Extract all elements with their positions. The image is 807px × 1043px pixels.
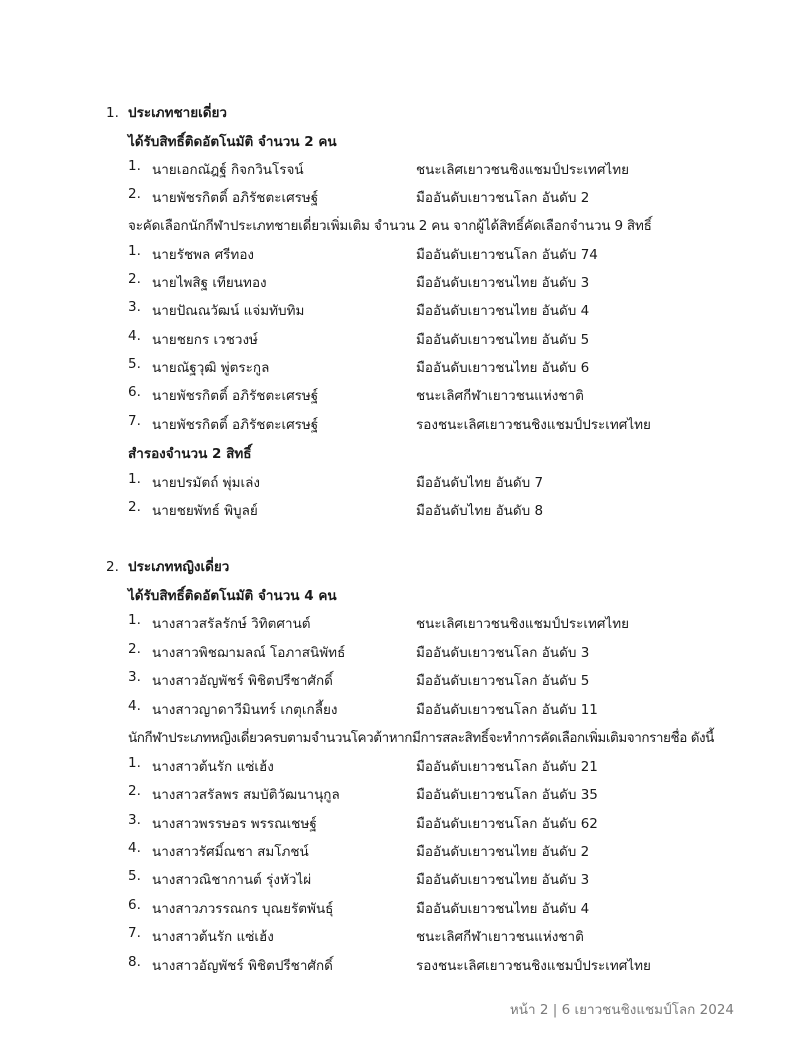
player-name: นางสาวญาดาวีมินทร์ เกตุเกลี้ยง [152, 702, 338, 718]
list-item [128, 669, 768, 691]
list-item [128, 186, 768, 208]
player-name: นายพัชรกิตติ์ อภิรัชตะเศรษฐ์ [152, 417, 319, 433]
reserve-heading: สำรองจำนวน 2 สิทธิ์ [128, 446, 252, 462]
player-name: นายปัณณวัฒน์ แจ่มทับทิม [152, 303, 305, 319]
player-name: นายปรมัตถ์ พุ่มเล่ง [152, 475, 260, 491]
list-item [128, 158, 768, 180]
list-item [128, 612, 768, 634]
list-item [128, 812, 768, 834]
qualification-note: รองชนะเลิศเยาวชนชิงแชมป์ประเทศไทย [416, 417, 651, 433]
row-index: 2. [128, 271, 141, 287]
player-name: นายเอกณัฎฐ์ กิจกวินโรจน์ [152, 162, 304, 178]
row-index: 7. [128, 413, 141, 429]
list-item [128, 641, 768, 663]
qualification-note: มืออันดับเยาวชนโลก อันดับ 74 [416, 247, 598, 263]
section-number: 1. [106, 105, 119, 121]
qualification-note: ชนะเลิศเยาวชนชิงแชมป์ประเทศไทย [416, 162, 630, 178]
player-name: นางสาวพิชฌามลณ์ โอภาสนิพัทธ์ [152, 645, 346, 661]
player-name: นางสาวพรรษอร พรรณเชษฐ์ [152, 816, 317, 832]
row-index: 4. [128, 328, 141, 344]
section-title-men-singles [106, 101, 227, 123]
qualification-note: ชนะเลิศเยาวชนชิงแชมป์ประเทศไทย [416, 616, 630, 632]
row-index: 2. [128, 641, 141, 657]
row-index: 1. [128, 612, 141, 628]
row-index: 5. [128, 868, 141, 884]
qualification-note: มืออันดับเยาวชนไทย อันดับ 3 [416, 275, 590, 291]
qualification-note: มืออันดับไทย อันดับ 7 [416, 475, 544, 491]
qualification-note: มืออันดับเยาวชนโลก อันดับ 35 [416, 787, 598, 803]
qualification-note: มืออันดับเยาวชนโลก อันดับ 11 [416, 702, 598, 718]
list-item [128, 328, 768, 350]
row-index: 1. [128, 755, 141, 771]
page-footer: หน้า 2 | 6 เยาวชนชิงแชมป์โลก 2024 [509, 1002, 734, 1018]
section-title-women-singles [106, 555, 229, 577]
list-item [128, 897, 768, 919]
section-number: 2. [106, 559, 119, 575]
auto-qualify-heading: ได้รับสิทธิ์ติดอัตโนมัติ จำนวน 4 คน [128, 588, 337, 604]
player-name: นางสาวอัญพัชร์ พิชิตปรีชาศักดิ์ [152, 673, 333, 689]
list-item [128, 840, 768, 862]
qualification-note: มืออันดับเยาวชนโลก อันดับ 21 [416, 759, 598, 775]
qualification-note: มืออันดับเยาวชนไทย อันดับ 4 [416, 303, 590, 319]
row-index: 2. [128, 186, 141, 202]
row-index: 4. [128, 840, 141, 856]
list-item [128, 954, 768, 976]
player-name: นายรัชพล ศรีทอง [152, 247, 255, 263]
qualification-note: มืออันดับเยาวชนไทย อันดับ 4 [416, 901, 590, 917]
list-item [128, 925, 768, 947]
row-index: 3. [128, 812, 141, 828]
row-index: 4. [128, 698, 141, 714]
row-index: 2. [128, 499, 141, 515]
player-name: นางสาวรัศมิ์ณชา สมโภชน์ [152, 844, 309, 860]
row-index: 8. [128, 954, 141, 970]
list-item [128, 755, 768, 777]
player-name: นายพัชรกิตติ์ อภิรัชตะเศรษฐ์ [152, 190, 319, 206]
list-item [128, 413, 768, 435]
row-index: 6. [128, 384, 141, 400]
row-index: 2. [128, 783, 141, 799]
selection-note: จะคัดเลือกนักกีฬาประเภทชายเดี่ยวเพิ่มเติม จำนวน 2 คน จากผู้ได้สิทธิ์คัดเลือกจำนวน 9 สิทธิ์ [128, 218, 652, 234]
list-item [128, 384, 768, 406]
player-name: นายชยกร เวชวงษ์ [152, 332, 258, 348]
qualification-note: มืออันดับเยาวชนโลก อันดับ 62 [416, 816, 598, 832]
player-name: นางสาวอัญพัชร์ พิชิตปรีชาศักดิ์ [152, 958, 333, 974]
player-name: นางสาวต้นรัก แซ่เฮ้ง [152, 759, 274, 775]
qualification-note: มืออันดับเยาวชนโลก อันดับ 5 [416, 673, 590, 689]
qualification-note: ชนะเลิศกีฬาเยาวชนแห่งชาติ [416, 929, 584, 945]
qualification-note: มืออันดับเยาวชนไทย อันดับ 2 [416, 844, 590, 860]
list-item [128, 299, 768, 321]
qualification-note: มืออันดับเยาวชนโลก อันดับ 2 [416, 190, 590, 206]
list-item [128, 868, 768, 890]
player-name: นางสาวสรัลรักษ์ วิทิตศานต์ [152, 616, 311, 632]
qualification-note: มืออันดับเยาวชนไทย อันดับ 6 [416, 360, 590, 376]
player-name: นางสาวต้นรัก แซ่เฮ้ง [152, 929, 274, 945]
list-item [128, 499, 768, 521]
list-item [128, 271, 768, 293]
row-index: 1. [128, 158, 141, 174]
qualification-note: ชนะเลิศกีฬาเยาวชนแห่งชาติ [416, 388, 584, 404]
qualification-note: มืออันดับเยาวชนไทย อันดับ 3 [416, 872, 590, 888]
player-name: นางสาวภวรรณกร บุณยรัตพันธุ์ [152, 901, 334, 917]
auto-qualify-heading: ได้รับสิทธิ์ติดอัตโนมัติ จำนวน 2 คน [128, 134, 337, 150]
list-item [128, 471, 768, 493]
player-name: นายไพสิฐ เทียนทอง [152, 275, 267, 291]
qualification-note: มืออันดับเยาวชนโลก อันดับ 3 [416, 645, 590, 661]
list-item [128, 356, 768, 378]
row-index: 1. [128, 471, 141, 487]
list-item [128, 698, 768, 720]
list-item [128, 243, 768, 265]
row-index: 5. [128, 356, 141, 372]
row-index: 6. [128, 897, 141, 913]
player-name: นางสาวสรัลพร สมบัติวัฒนานุกูล [152, 787, 340, 803]
row-index: 1. [128, 243, 141, 259]
section-title-text: ประเภทหญิงเดี่ยว [128, 559, 230, 575]
selection-note: นักกีฬาประเภทหญิงเดี่ยวครบตามจำนวนโควต้าหากมีการสละสิทธิ์จะทำการคัดเลือกเพิ่มเติมจากรายชื่อ ดังนี้ [128, 730, 714, 746]
qualification-note: มืออันดับเยาวชนไทย อันดับ 5 [416, 332, 590, 348]
qualification-note: มืออันดับไทย อันดับ 8 [416, 503, 544, 519]
player-name: นางสาวณิชากานต์ รุ่งหัวไผ่ [152, 872, 312, 888]
row-index: 3. [128, 669, 141, 685]
qualification-note: รองชนะเลิศเยาวชนชิงแชมป์ประเทศไทย [416, 958, 651, 974]
section-title-text: ประเภทชายเดี่ยว [128, 105, 228, 121]
player-name: นายพัชรกิตติ์ อภิรัชตะเศรษฐ์ [152, 388, 319, 404]
list-item [128, 783, 768, 805]
player-name: นายณัฐวุฒิ พู่ตระกูล [152, 360, 270, 376]
row-index: 3. [128, 299, 141, 315]
player-name: นายชยพัทธ์ พิบูลย์ [152, 503, 258, 519]
row-index: 7. [128, 925, 141, 941]
